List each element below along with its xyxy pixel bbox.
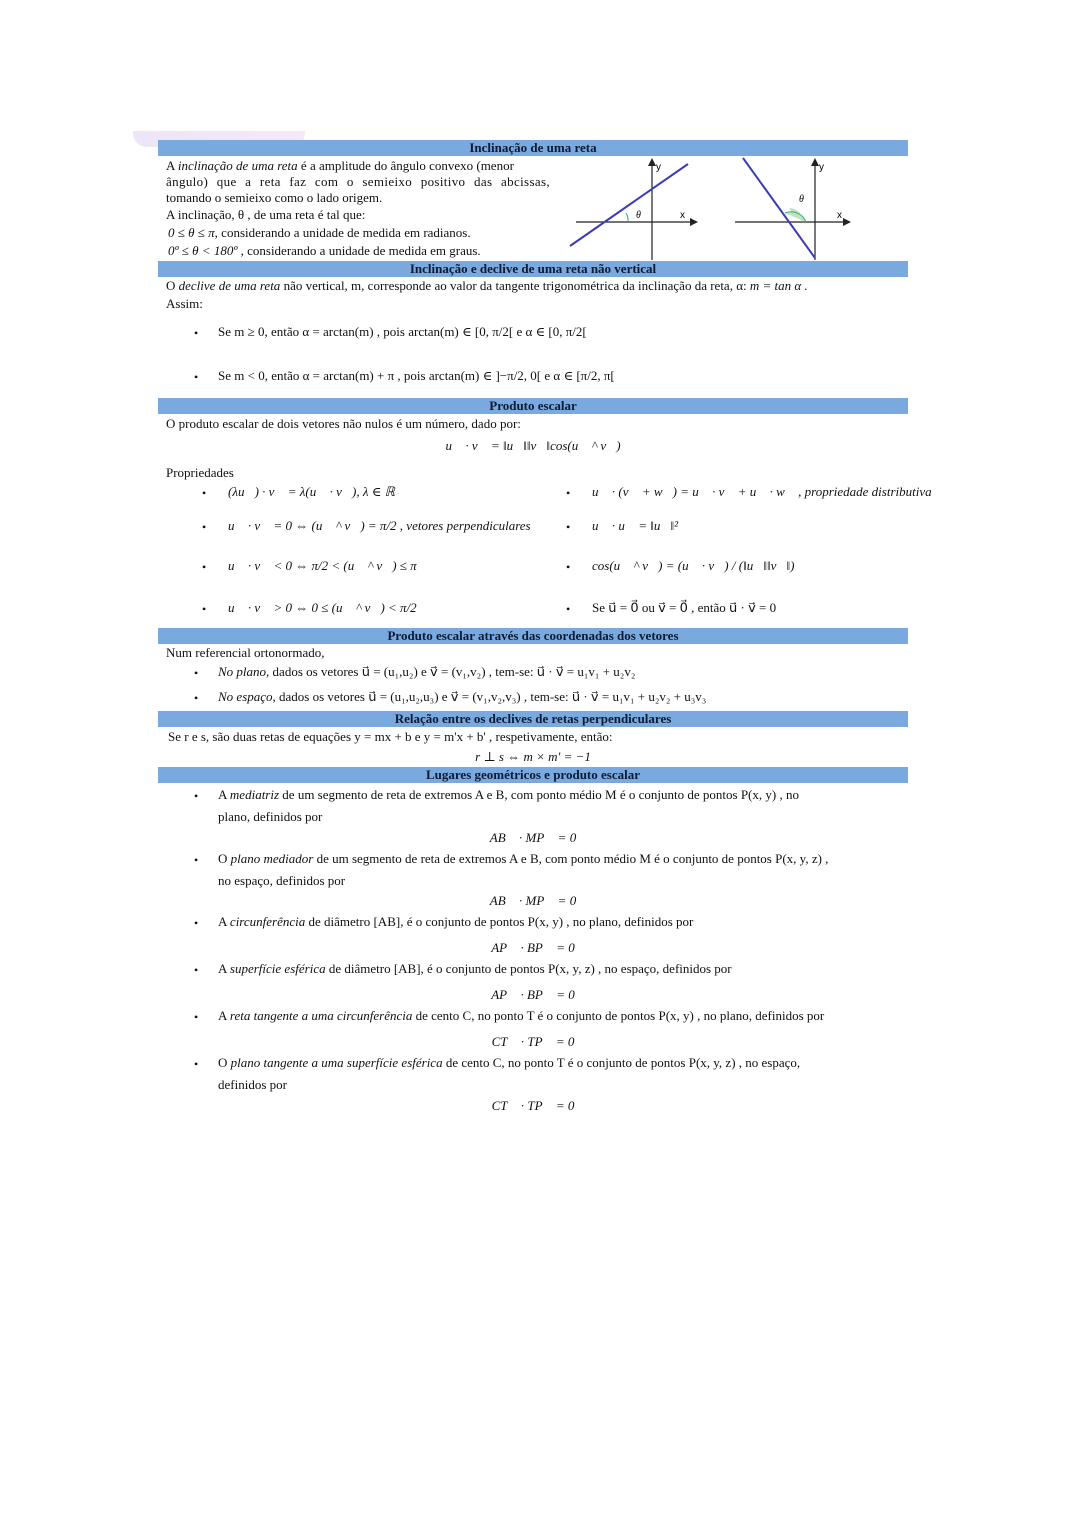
- acute-inclination-figure: [568, 156, 703, 260]
- bullet-glyph: •: [194, 916, 199, 930]
- bullet-glyph: •: [194, 370, 199, 384]
- property-right-3: cos(u⃗ ^ v⃗) = (u⃗ · v⃗) / (‖u⃗‖‖v⃗‖): [592, 558, 795, 573]
- produto-formula: u⃗ · v⃗ = ‖u⃗‖‖v⃗‖cos(u⃗ ^ v⃗): [445, 438, 621, 453]
- lugar-reta-tangente: A reta tangente a uma circunferência de cento C, no ponto T é o conjunto de pontos P(x, y) , no plano, definidos por: [218, 1008, 825, 1023]
- declive-case-positive: Se m ≥ 0, então α = arctan(m) , pois arctan(m) ∈ [0, π/2[ e α ∈ [0, π/2[: [218, 324, 587, 339]
- section-header-declive: Inclinação e declive de uma reta não vertical: [158, 261, 908, 277]
- bullet-glyph: •: [194, 326, 199, 340]
- inclinacao-line1: A inclinação de uma reta é a amplitude do ângulo convexo (menor: [166, 158, 514, 173]
- bullet-glyph: •: [202, 486, 207, 500]
- bullet-glyph: •: [194, 789, 199, 803]
- section-header-lugares: Lugares geométricos e produto escalar: [158, 767, 908, 783]
- inclinacao-radianos: 0 ≤ θ ≤ π, considerando a unidade de medida em radianos.: [168, 225, 471, 240]
- section-header-inclinacao: Inclinação de uma reta: [158, 140, 908, 156]
- declive-assim: Assim:: [166, 296, 203, 311]
- inclinacao-graus: 0º ≤ θ < 180º , considerando a unidade de medida em graus.: [168, 243, 481, 258]
- bullet-glyph: •: [202, 602, 207, 616]
- declive-definition: O declive de uma reta não vertical, m, corresponde ao valor da tangente trigonométrica da inclinação da reta, α: m = tan α .: [166, 278, 808, 293]
- svg-text:x: x: [837, 210, 842, 221]
- perpendiculares-formula: r ⊥ s ⇔ m × m' = −1: [475, 749, 591, 764]
- lugar-plano-tangente: O plano tangente a uma superfície esférica de cento C, no ponto T é o conjunto de pontos P(x, y, z) , no espaço,: [218, 1055, 801, 1070]
- lugar-reta-tangente-formula: CT⃗ · TP⃗ = 0: [491, 1034, 575, 1049]
- property-right-2: u⃗ · u⃗ = ‖u⃗‖²: [592, 518, 679, 533]
- bullet-glyph: •: [566, 520, 571, 534]
- bullet-glyph: •: [194, 1057, 199, 1071]
- lugar-circunferencia: A circunferência de diâmetro [AB], é o conjunto de pontos P(x, y) , no plano, definidos por: [218, 914, 694, 929]
- lugar-superficie-esferica: A superfície esférica de diâmetro [AB], é o conjunto de pontos P(x, y, z) , no espaço, definidos por: [218, 961, 732, 976]
- lugar-superficie-esferica-formula: AP⃗ · BP⃗ = 0: [491, 987, 575, 1002]
- coordenadas-intro: Num referencial ortonormado,: [166, 645, 325, 660]
- perpendiculares-text: Se r e s, são duas retas de equações y = mx + b e y = m'x + b' , respetivamente, então:: [168, 729, 613, 744]
- section-header-perpendiculares: Relação entre os declives de retas perpendiculares: [158, 711, 908, 727]
- property-right-4: Se u⃗ = 0⃗ ou v⃗ = 0⃗ , então u⃗ · v⃗ = 0: [592, 600, 777, 615]
- bullet-glyph: •: [566, 560, 571, 574]
- propriedades-label: Propriedades: [166, 465, 234, 480]
- bullet-glyph: •: [202, 560, 207, 574]
- lugar-plano-mediador-formula: AB⃗ · MP⃗ = 0: [489, 893, 577, 908]
- bullet-glyph: •: [194, 691, 199, 705]
- property-left-2: u⃗ · v⃗ = 0 ⇔ (u⃗ ^ v⃗) = π/2 , vetores perpendiculares: [228, 518, 531, 533]
- svg-text:θ: θ: [799, 194, 804, 205]
- declive-case-negative: Se m < 0, então α = arctan(m) + π , pois arctan(m) ∈ ]−π/2, 0[ e α ∈ [π/2, π[: [218, 368, 615, 383]
- coordenadas-plano: No plano, dados os vetores u⃗ = (u₁,u₂) e v⃗ = (v₁,v₂) , tem-se: u⃗ · v⃗ = u₁v₁ + u₂v₂: [218, 664, 636, 679]
- inclinacao-line4: A inclinação, θ , de uma reta é tal que:: [166, 207, 366, 222]
- property-left-4: u⃗ · v⃗ > 0 ⇔ 0 ≤ (u⃗ ^ v⃗) < π/2: [228, 600, 417, 615]
- bullet-glyph: •: [566, 486, 571, 500]
- bullet-glyph: •: [194, 963, 199, 977]
- svg-text:y: y: [819, 162, 824, 173]
- bullet-glyph: •: [194, 853, 199, 867]
- svg-text:x: x: [680, 210, 685, 221]
- inclinacao-line3: tomando o semieixo como o lado origem.: [166, 190, 383, 205]
- lugar-plano-tangente-formula: CT⃗ · TP⃗ = 0: [491, 1098, 575, 1113]
- section-header-produto-escalar: Produto escalar: [158, 398, 908, 414]
- property-right-1: u⃗ · (v⃗ + w⃗) = u⃗ · v⃗ + u⃗ · w⃗ , propriedade distributiva: [592, 484, 932, 499]
- section-header-coordenadas: Produto escalar através das coordenadas dos vetores: [158, 628, 908, 644]
- lugar-mediatriz: A mediatriz de um segmento de reta de extremos A e B, com ponto médio M é o conjunto de pontos P(x, y) , no: [218, 787, 799, 802]
- bullet-glyph: •: [566, 602, 571, 616]
- obtuse-inclination-figure: [733, 156, 858, 260]
- produto-definition: O produto escalar de dois vetores não nulos é um número, dado por:: [166, 416, 521, 431]
- lugar-plano-tangente-line2: definidos por: [218, 1077, 287, 1092]
- property-left-3: u⃗ · v⃗ < 0 ⇔ π/2 < (u⃗ ^ v⃗) ≤ π: [228, 558, 417, 573]
- bullet-glyph: •: [202, 520, 207, 534]
- lugar-plano-mediador-line2: no espaço, definidos por: [218, 873, 346, 888]
- lugar-mediatriz-line2: plano, definidos por: [218, 809, 323, 824]
- lugar-plano-mediador: O plano mediador de um segmento de reta de extremos A e B, com ponto médio M é o conjunto de pontos P(x, y, z) ,: [218, 851, 829, 866]
- bullet-glyph: •: [194, 666, 199, 680]
- inclinacao-line2: ângulo) que a reta faz com o semieixo positivo das abcissas,: [166, 174, 550, 189]
- coordenadas-espaco: No espaço, dados os vetores u⃗ = (u₁,u₂,u₃) e v⃗ = (v₁,v₂,v₃) , tem-se: u⃗ · v⃗ = u₁v₁ + u₂v₂ + u₃v₃: [218, 689, 707, 704]
- property-left-1: (λu⃗) · v⃗ = λ(u⃗ · v⃗), λ ∈ ℝ: [228, 484, 395, 499]
- lugar-mediatriz-formula: AB⃗ · MP⃗ = 0: [489, 830, 577, 845]
- svg-text:y: y: [656, 162, 661, 173]
- lugar-circunferencia-formula: AP⃗ · BP⃗ = 0: [491, 940, 575, 955]
- bullet-glyph: •: [194, 1010, 199, 1024]
- svg-text:θ: θ: [636, 210, 641, 221]
